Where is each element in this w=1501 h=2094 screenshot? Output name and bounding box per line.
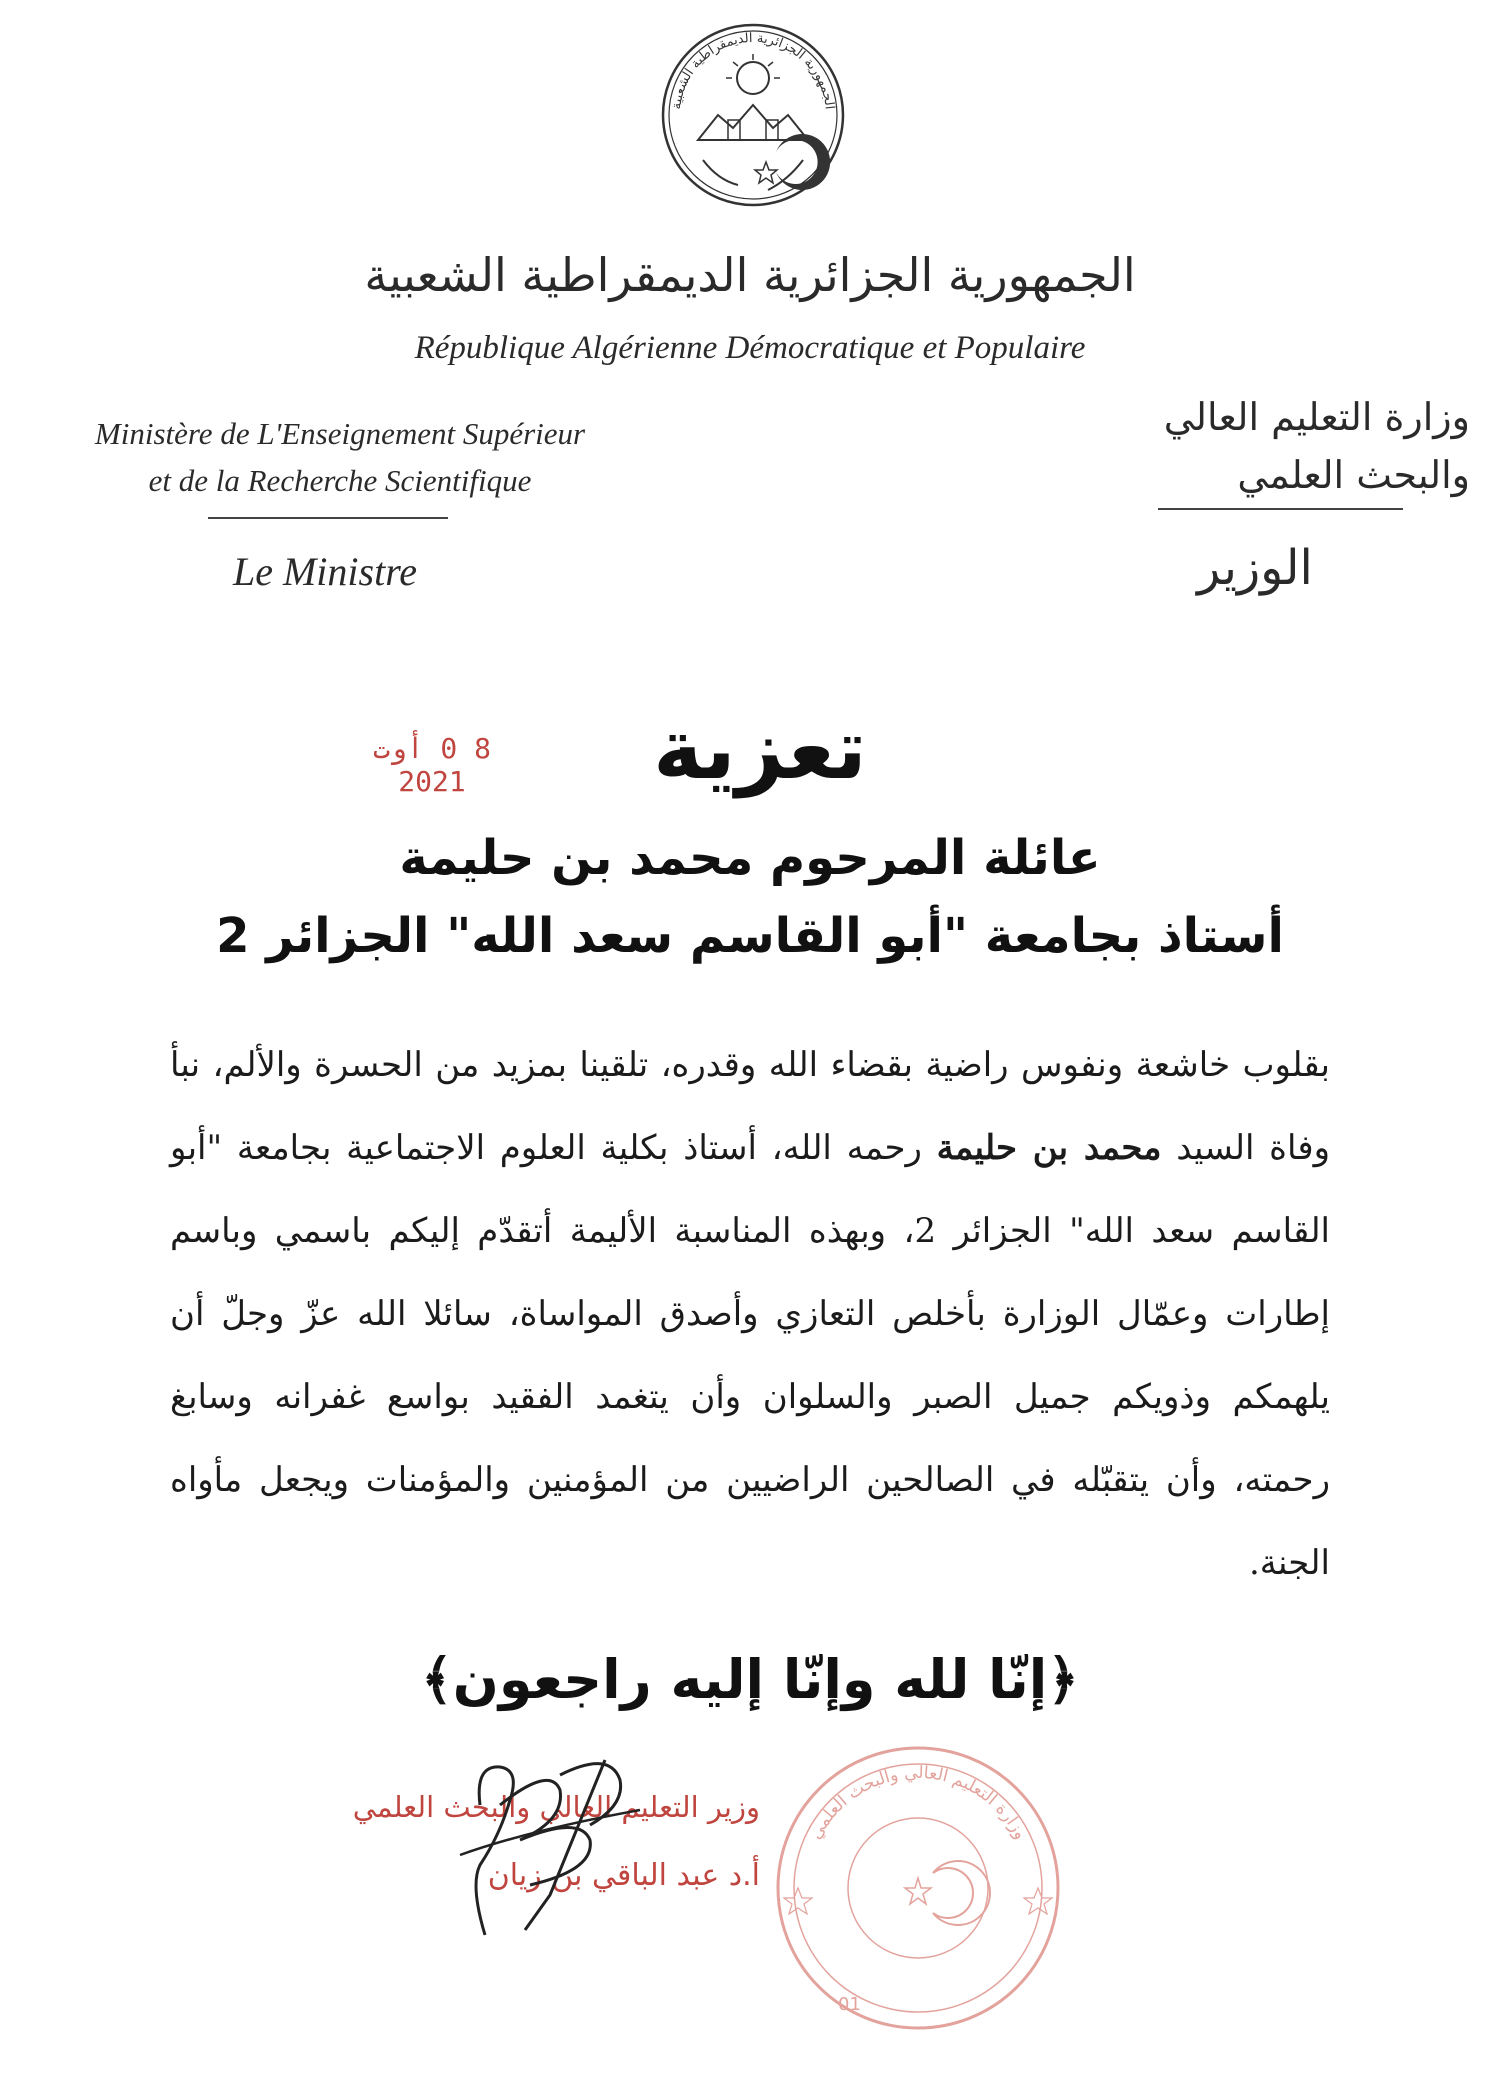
signatory-name: أ.د عبد الباقي بن زيان: [487, 1858, 760, 1893]
ministry-seal-icon: [768, 1738, 1068, 2038]
quran-verse: ﴿إنّا لله وإنّا إليه راجعون﴾: [421, 1648, 1079, 1711]
ministry-name-french: [40, 410, 640, 504]
recipient-line-1: عائلة المرحوم محمد بن حليمة: [399, 830, 1101, 886]
signatory-title: وزير التعليم العالي والبحث العلمي: [352, 1790, 760, 1824]
handwritten-signature-icon: [440, 1745, 660, 1945]
date-stamp: 8 0 أوت 2021: [372, 732, 491, 798]
body-part-1: بقلوب خاشعة ونفوس راضية بقضاء الله وقدره، تلقينا بمزيد من الحسرة والألم، نبأ وفاة السيد: [170, 1045, 1330, 1168]
republic-name-french: République Algérienne Démocratique et Populaire: [414, 330, 1086, 366]
header-divider-right: [1158, 508, 1403, 510]
svg-text:وزارة التعليم العالي والبحث ال: وزارة التعليم العالي والبحث العلمي: [805, 1762, 1031, 1843]
ministry-french-line-1: Ministère de L'Enseignement Supérieur: [94, 416, 586, 451]
svg-text:01: 01: [838, 1994, 861, 2015]
svg-text:الجمهورية الجزائرية الديمقراطي: الجمهورية الجزائرية الديمقراطية الشعبية: [669, 30, 837, 111]
recipient-line-2: أستاذ بجامعة "أبو القاسم سعد الله" الجزائر 2: [216, 908, 1284, 964]
national-emblem-icon: [658, 20, 848, 210]
minister-title-french: Le Ministre: [232, 549, 418, 594]
ministry-arabic-line-1: وزارة التعليم العالي: [1163, 395, 1470, 439]
deceased-name: محمد بن حليمة: [936, 1128, 1162, 1168]
ministry-french-line-2: et de la Recherche Scientifique: [148, 463, 532, 498]
header-divider-left: [208, 517, 448, 519]
minister-title-arabic: الوزير: [1197, 540, 1313, 596]
condolence-body: [170, 1024, 1330, 1605]
ministry-arabic-line-2: والبحث العلمي: [1237, 453, 1470, 497]
ministry-name-arabic: [1050, 388, 1470, 504]
document-title: تعزية: [653, 700, 867, 798]
republic-name-arabic: الجمهورية الجزائرية الديمقراطية الشعبية: [364, 248, 1136, 302]
body-part-2: رحمه الله، أستاذ بكلية العلوم الاجتماعية بجامعة "أبو القاسم سعد الله" الجزائر 2، وبهذه المناسبة الأليمة أتقدّم إليكم باسمي وباسم إطارات وعمّال الوزارة بأخلص التعازي وأصدق المواساة، سائلا الله عزّ وجلّ أن يلهمكم وذويكم جميل الصبر والسلوان وأن يتغمد الفقيد بواسع غفرانه وسابغ رحمته، وأن يتقبّله في الصالحين الراضيين من المؤمنين والمؤمنات ويجعل مأواه الجنة.: [170, 1128, 1330, 1583]
